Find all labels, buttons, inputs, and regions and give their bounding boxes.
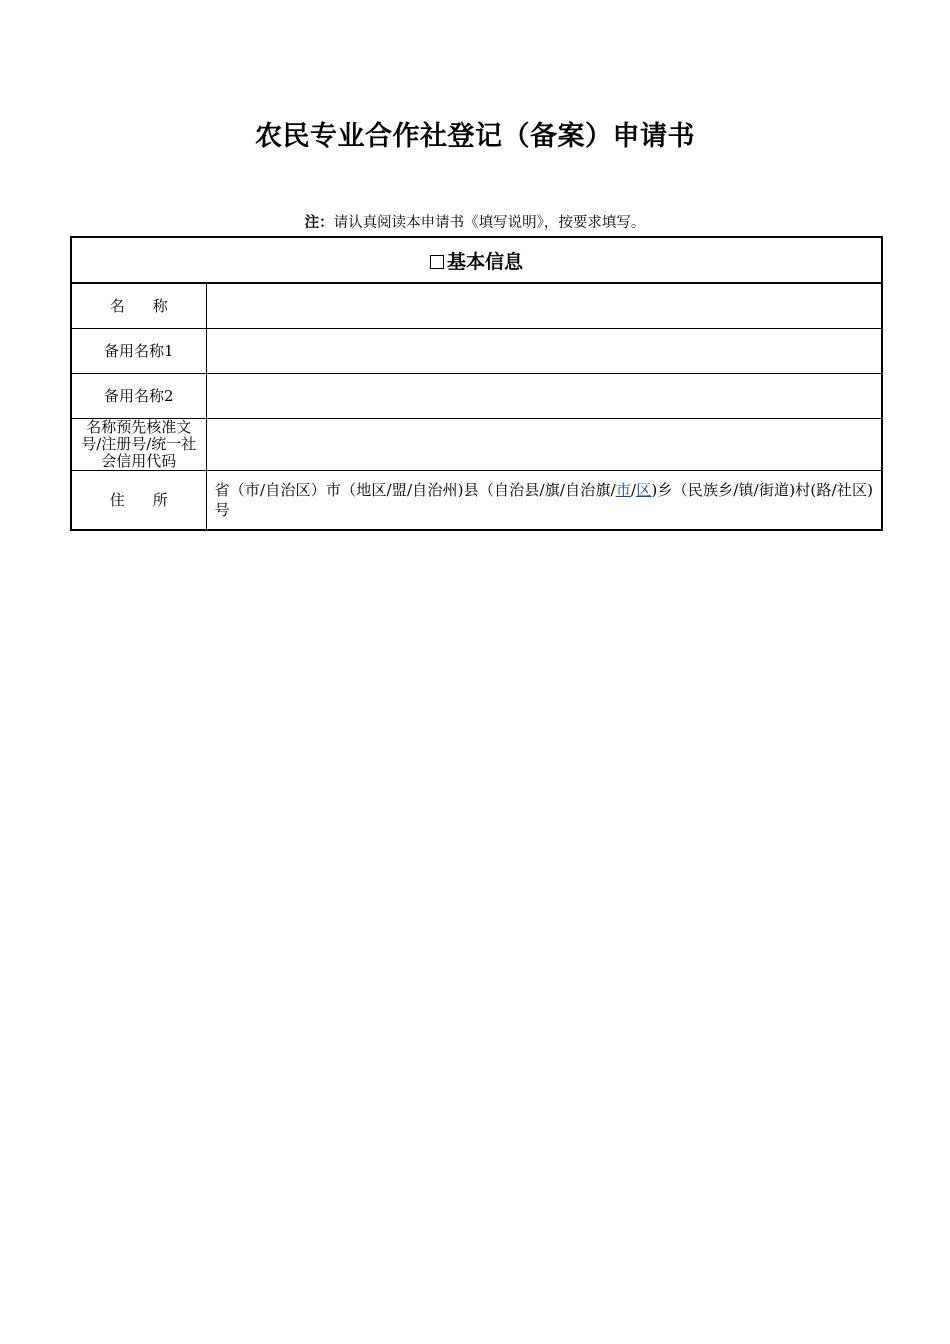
note-label: 注： [304, 214, 334, 231]
table-row-name [71, 283, 882, 329]
section-checkbox[interactable] [430, 255, 444, 269]
address-part-1: 省（市/自治区）市（地区/盟/自治州)县（自治县/旗/自治旗/ [214, 481, 616, 499]
address-part-2: )乡（民族乡/镇/街道)村(路/社区)号 [214, 481, 873, 519]
section-header-row [71, 237, 882, 283]
value-address-field[interactable] [206, 471, 882, 531]
table-row-alt-name-2 [71, 374, 882, 419]
address-link-district[interactable]: 区 [636, 481, 652, 499]
fill-note [0, 213, 950, 233]
table-row-address [71, 471, 882, 531]
address-link-city[interactable]: 市 [615, 481, 632, 499]
value-name-field[interactable] [206, 283, 882, 329]
value-alt-name-2-field[interactable] [206, 374, 882, 419]
value-registration-code-field[interactable] [206, 419, 882, 471]
table-row-registration-code [71, 419, 882, 471]
label-alt-name-1: 备用名称1 [71, 329, 206, 374]
basic-info-table [70, 236, 883, 531]
table-row-alt-name-1 [71, 329, 882, 374]
label-address: 住所 [71, 471, 206, 531]
section-header [71, 237, 882, 283]
label-name: 名称 [71, 283, 206, 329]
note-text: 请认真阅读本申请书《填写说明》，按要求填写。 [333, 215, 646, 231]
document-title: 农民专业合作社登记（备案）申请书 [255, 121, 695, 152]
label-registration-code: 名称预先核准文号/注册号/统一社会信用代码 [71, 419, 206, 471]
address-separator: / [631, 481, 637, 499]
label-alt-name-2: 备用名称2 [71, 374, 206, 419]
section-title: 基本信息 [447, 250, 524, 273]
value-alt-name-1-field[interactable] [206, 329, 882, 374]
